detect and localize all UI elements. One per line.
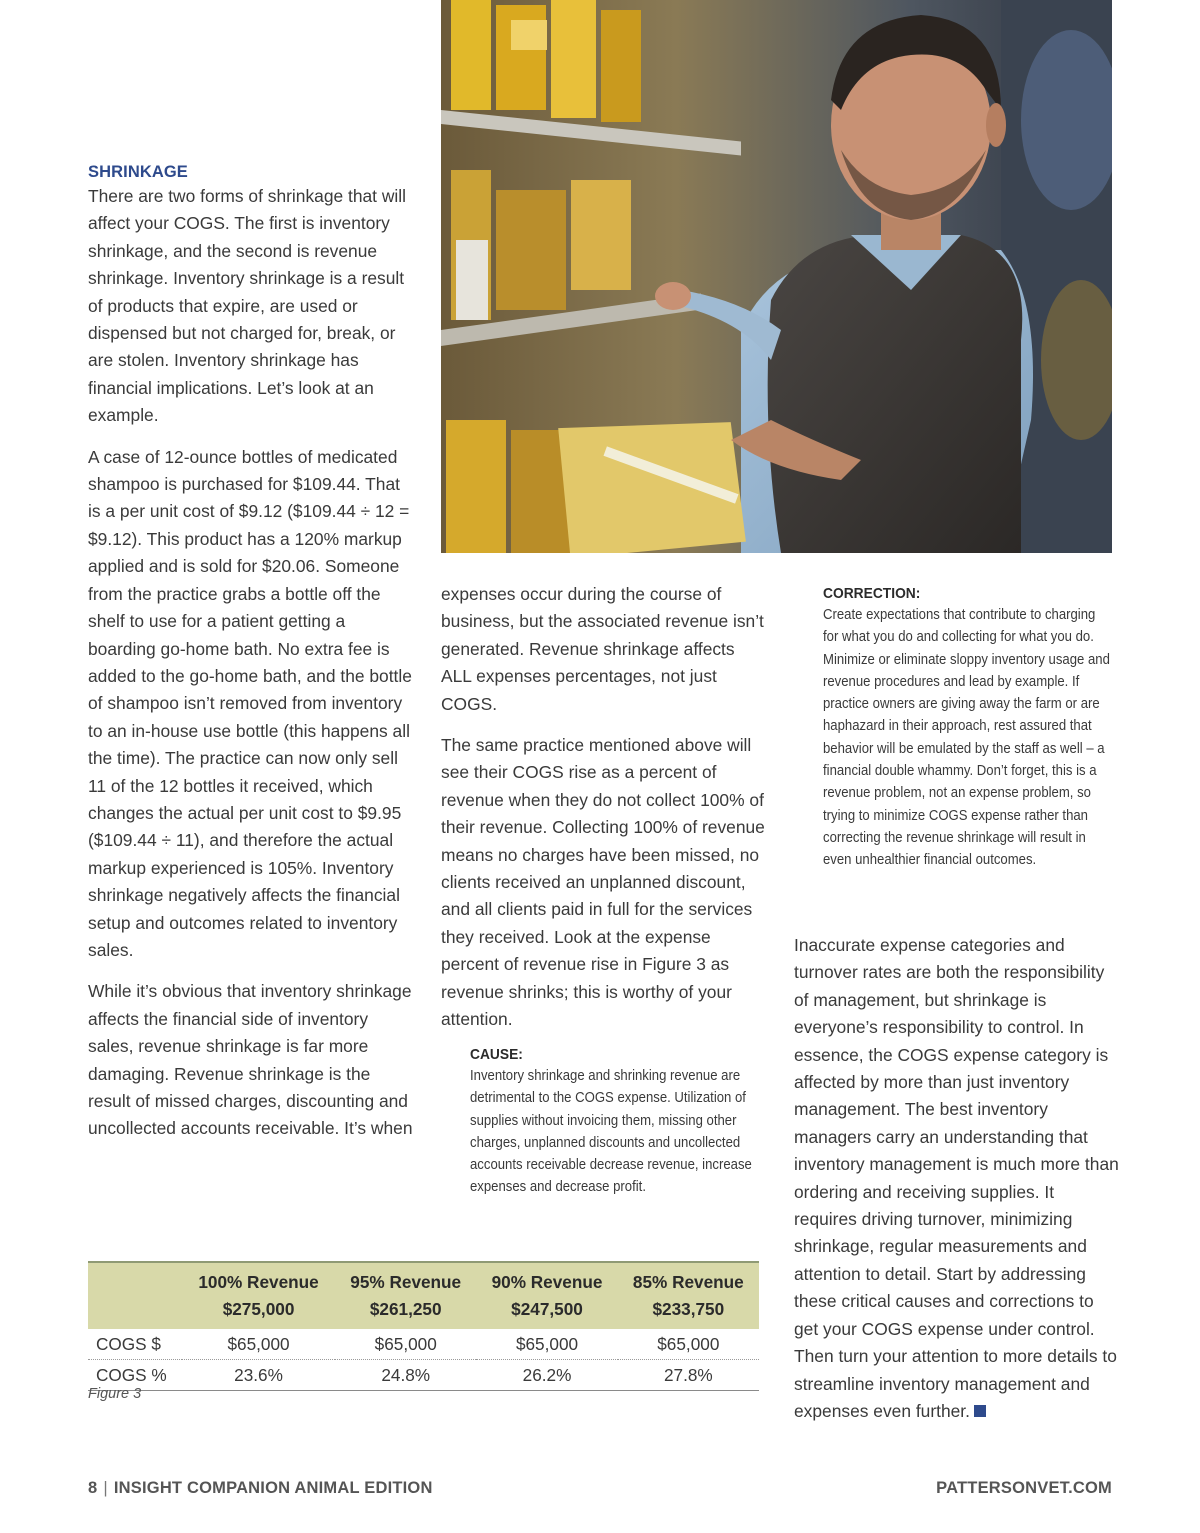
table-header: 100% Revenue $275,000: [198, 1272, 319, 1319]
table-cell: $65,000: [476, 1329, 617, 1360]
paragraph: [794, 932, 1119, 1425]
table-header-row: [88, 1262, 759, 1329]
table-cell: $65,000: [335, 1329, 476, 1360]
figure-caption: Figure 3: [88, 1386, 142, 1402]
callout-title: CAUSE:: [470, 1046, 523, 1063]
table-cell: $65,000: [618, 1329, 759, 1360]
callout-cause: [470, 1045, 766, 1199]
paragraph-text: Inaccurate expense categories and turnover rates are both the responsibility of management, but shrinkage is everyone’s responsibility to control. In essence, the COGS expense category is affected by more than just inventory management. The best inventory managers carry an understanding that inventory management is much more than ordering and receiving supplies. It requires driving turnover, minimizing shrinkage, regular measurements and attention to detail. Start by addressing these critical causes and corrections to get your COGS expense under control. Then turn your attention to more details to streamline inventory management and expenses even further.: [794, 935, 1119, 1421]
figure-3-table: [88, 1261, 759, 1391]
end-mark-icon: [974, 1405, 986, 1417]
section-heading-shrinkage: SHRINKAGE: [88, 163, 188, 181]
table-cell: 24.8%: [335, 1360, 476, 1391]
table-row: [88, 1329, 759, 1360]
table-cell: 27.8%: [618, 1360, 759, 1391]
table-cell: 23.6%: [182, 1360, 335, 1391]
paragraph: expenses occur during the course of business, but the associated revenue isn’t generated. Revenue shrinkage affects ALL expenses percentages, not just COGS.: [441, 584, 764, 714]
callout-text: Inventory shrinkage and shrinking revenue are detrimental to the COGS expense. Utilization of supplies without invoicing them, missing other charges, unplanned discounts and uncollected accounts receivable decrease revenue, increase expenses and decrease profit.: [470, 1068, 752, 1196]
callout-title: CORRECTION:: [823, 585, 921, 602]
page-number: 8: [88, 1479, 98, 1497]
paragraph: A case of 12-ounce bottles of medicated shampoo is purchased for $109.44. That is a per unit cost of $9.12 ($109.44 ÷ 12 = $9.12). This product has a 120% markup applied and is sold for $20.06. Someone from the practice grabs a bottle off the shelf to use for a patient getting a boarding go-home bath. No extra fee is added to the go-home bath, and the bottle of shampoo isn’t removed from inventory to an in-house use bottle (this happens all the time). The practice can now only sell 11 of the 12 bottles it received, which changes the actual per unit cost to $9.95 ($109.44 ÷ 11), and therefore the actual markup experienced is 105%. Inventory shrinkage negatively affects the financial setup and outcomes related to inventory sales.: [88, 446, 412, 960]
inventory-photo: [441, 0, 1112, 553]
footer-separator: |: [103, 1479, 108, 1497]
footer-left: [88, 1479, 433, 1498]
callout-correction: [823, 584, 1123, 872]
row-label: COGS $: [88, 1329, 182, 1360]
paragraph: There are two forms of shrinkage that will affect your COGS. The first is inventory shrinkage, and the second is revenue shrinkage. Inventory shrinkage is a result of products that expire, are used or dispensed but not charged for, break, or are stolen. Inventory shrinkage has financial implications. Let’s look at an example.: [88, 186, 406, 426]
publication-name: INSIGHT COMPANION ANIMAL EDITION: [113, 1479, 433, 1497]
column-middle: [441, 581, 766, 1048]
table-row: [88, 1360, 759, 1391]
paragraph: While it’s obvious that inventory shrinkage affects the financial side of inventory sales, revenue shrinkage is far more damaging. Revenue shrinkage is the result of missed charges, discounting and uncollected accounts receivable. It’s when: [88, 981, 413, 1139]
table-header: 90% Revenue $247,500: [491, 1272, 603, 1319]
table-header: 85% Revenue $233,750: [632, 1272, 744, 1319]
column-right: [794, 932, 1119, 1439]
callout-text: Create expectations that contribute to charging for what you do and collecting for what you do. Minimize or eliminate sloppy inventory usage and revenue procedures and lead by example. If practice owners are giving away the farm or are haphazard in their approach, rest assured that behavior will be emulated by the staff as well – a financial double whammy. Don’t forget, this is a revenue problem, not an expense problem, so trying to minimize COGS expense rather than correcting the revenue shrinkage will result in even unhealthier financial outcomes.: [823, 607, 1110, 869]
table-header: 95% Revenue $261,250: [350, 1272, 462, 1319]
table-header-empty: [88, 1262, 182, 1329]
row-label: COGS %: [88, 1360, 182, 1391]
table-cell: $65,000: [182, 1329, 335, 1360]
column-left: [88, 160, 413, 1157]
table-cell: 26.2%: [476, 1360, 617, 1391]
footer-website: PATTERSONVET.COM: [936, 1479, 1112, 1497]
paragraph: The same practice mentioned above will see their COGS rise as a percent of revenue when they do not collect 100% of their revenue. Collecting 100% of revenue means no charges have been missed, no clients received an unplanned discount, and all clients paid in full for the services they received. Look at the expense percent of revenue rise in Figure 3 as revenue shrinks; this is worthy of your attention.: [441, 735, 765, 1030]
